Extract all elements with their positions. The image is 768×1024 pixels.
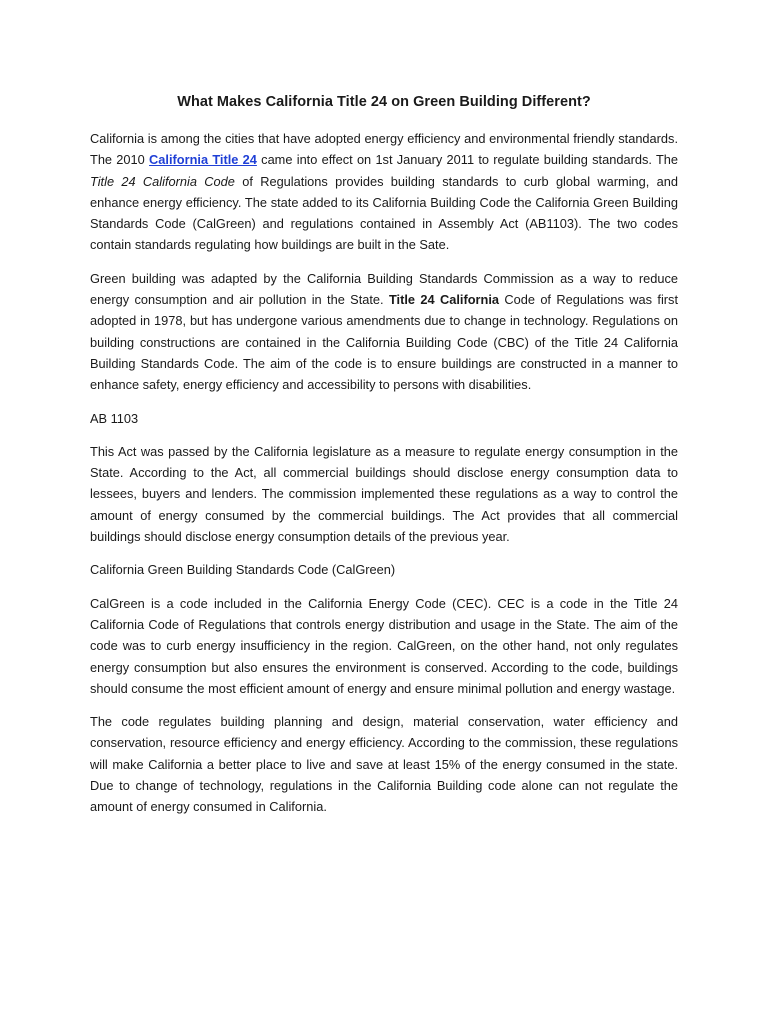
paragraph-code-regulates: The code regulates building planning and design, material conservation, water efficiency and conservation, resource efficiency and energy efficiency. According to the commission, these regulations will make California a better place to live and save at least 15% of the energy consumed in the state. Due to change of technology, regulations in the California Building code alone can not regulate the amount of energy consumed in California. [90,714,678,815]
california-title-24-link[interactable]: California Title 24 [149,152,257,168]
paragraph-green-building-bold: Title 24 California [388,292,500,308]
paragraph-intro-italic: Title 24 California Code [90,173,235,189]
document-page [90,92,678,830]
paragraph-calgreen: CalGreen is a code included in the California Energy Code (CEC). CEC is a code in the Title 24 California Code of Regulations that controls energy distribution and usage in the State. The aim of the code was to curb energy insufficiency in the region. CalGreen, on the other hand, not only regulates energy consumption but also ensures the environment is conserved. According to the code, buildings should consume the most efficient amount of energy and ensure minimal pollution and energy wastage. [90,595,678,696]
section-heading-ab1103: AB 1103 [90,410,139,426]
paragraph-intro [90,128,678,256]
paragraph-intro-text-a: California is among the cities that have adopted energy efficiency and environmental friendly standards. The 2010 [90,131,678,168]
paragraph-green-building-text-b: Code of Regulations was first adopted in 1978, but has undergone various amendments due to change in technology. Regulations on building constructions are contained in the California Building Code (CBC) of the Title 24 California Building Standards Code. The aim of the code is to ensure buildings are constructed in a manner to enhance safety, energy efficiency and accessibility to persons with disabilities. [90,292,679,393]
paragraph-green-building [90,268,678,396]
section-heading-calgreen: California Green Building Standards Code (CalGreen) [90,562,396,578]
paragraph-ab1103: This Act was passed by the California legislature as a measure to regulate energy consumption in the State. According to the Act, all commercial buildings should disclose energy consumption data to lessees, buyers and lenders. The commission implemented these regulations as a way to control the amount of energy consumed by the commercial buildings. The Act provides that all commercial buildings should disclose energy consumption details of the previous year. [90,443,678,545]
paragraph-green-building-text-a: Green building was adapted by the California Building Standards Commission as a way to reduce energy consumption and air pollution in the State. [90,270,678,308]
paragraph-intro-text-c: of Regulations provides building standards to curb global warming, and enhance energy efficiency. The state added to its California Building Code the California Green Building Standards Code (CalGreen) and regulations contained in Assembly Act (AB1103). The two codes contain standards regulating how buildings are built in the Sate. [90,173,678,253]
paragraph-intro-text-b: came into effect on 1st January 2011 to regulate building standards. The [256,152,678,168]
document-title: What Makes California Title 24 on Green Building Different? [177,94,591,110]
